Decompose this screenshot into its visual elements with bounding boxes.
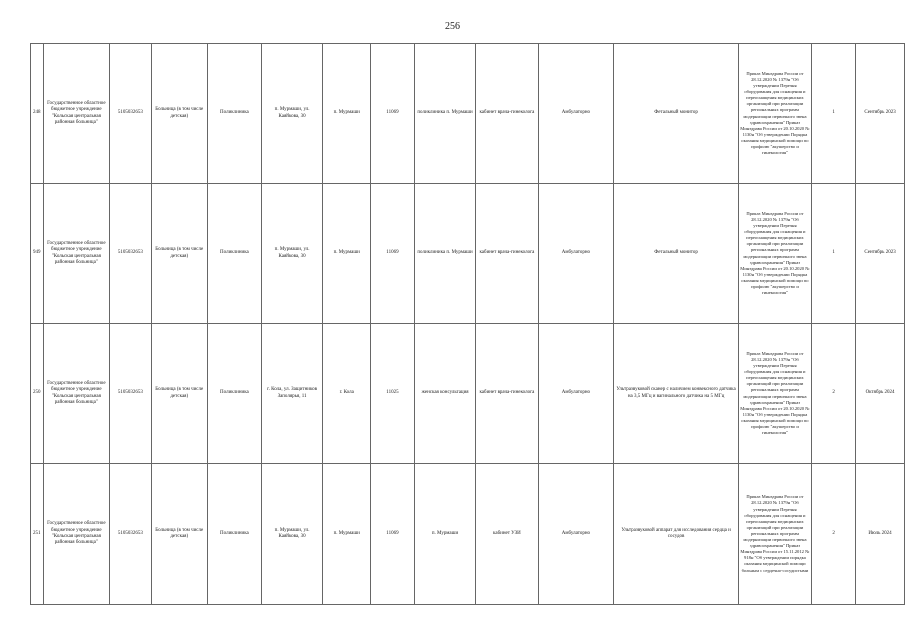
settlement: п. Мурмаши bbox=[414, 464, 476, 605]
organization-name: Государственное областное бюджетное учреждение "Кольская центральная районная больница" bbox=[43, 44, 110, 184]
locality-code: 11069 bbox=[371, 44, 415, 184]
regulation-order: Приказ Минздрава России от 28.12.2020 № 1379н "Об утверждении Перечня оборудования для оснащения и переоснащения медицинских организаций при реализации региональных программ модернизации первичного звена здравоохранения" Приказ Минздрава России от 20.10.2020 № 1130н "Об утверждении Порядка оказания медицинской помощи по профилю "акушерство и гинекология" bbox=[738, 324, 811, 464]
regulation-order: Приказ Минздрава России от 28.12.2020 № 1379н "Об утверждении Перечня оборудования для оснащения и переоснащения медицинских организаций при реализации региональных программ модернизации первичного звена здравоохранения" Приказ Минздрава России от 20.10.2020 № 1130н "Об утверждении Порядка оказания медицинской помощи по профилю "акушерство и гинекология" bbox=[738, 184, 811, 324]
locality-code: 11069 bbox=[371, 184, 415, 324]
page-number: 256 bbox=[445, 21, 460, 32]
delivery-date: Октябрь 2024 bbox=[856, 324, 905, 464]
care-form: Амбулаторно bbox=[538, 184, 614, 324]
facility-type: Больница (в том числе детская) bbox=[151, 184, 207, 324]
equipment-name: Ультразвуковой аппарат для исследования сердца и сосудов bbox=[614, 464, 739, 605]
cabinet: кабинет врача-гинеколога bbox=[476, 44, 538, 184]
unit-name: Поликлиника bbox=[207, 324, 261, 464]
inn-code: 5105032653 bbox=[110, 44, 151, 184]
row-number: 251 bbox=[31, 464, 44, 605]
cabinet: кабинет врача-гинеколога bbox=[476, 184, 538, 324]
facility-type: Больница (в том числе детская) bbox=[151, 44, 207, 184]
row-number: 248 bbox=[31, 44, 44, 184]
locality-code: 11025 bbox=[371, 324, 415, 464]
inn-code: 5105032653 bbox=[110, 464, 151, 605]
organization-name: Государственное областное бюджетное учреждение "Кольская центральная районная больница" bbox=[43, 184, 110, 324]
row-number: 949 bbox=[31, 184, 44, 324]
organization-name: Государственное областное бюджетное учреждение "Кольская центральная районная больница" bbox=[43, 464, 110, 605]
locality: г. Кола bbox=[323, 324, 371, 464]
locality: п. Мурмаши bbox=[323, 44, 371, 184]
facility-type: Больница (в том числе детская) bbox=[151, 464, 207, 605]
facility-type: Больница (в том числе детская) bbox=[151, 324, 207, 464]
address: г. Кола, ул. Защитников Заполярья, 11 bbox=[261, 324, 322, 464]
delivery-date: Сентябрь 2023 bbox=[856, 184, 905, 324]
care-form: Амбулаторно bbox=[538, 324, 614, 464]
equipment-name: Ультразвуковой сканер с наличием конвексного датчика на 3,5 МГц и вагинального датчика на 5 МГц bbox=[614, 324, 739, 464]
unit-name: Поликлиника bbox=[207, 44, 261, 184]
quantity: 2 bbox=[812, 464, 856, 605]
care-form: Амбулаторно bbox=[538, 44, 614, 184]
quantity: 1 bbox=[812, 184, 856, 324]
locality-code: 11069 bbox=[371, 464, 415, 605]
regulation-order: Приказ Минздрава России от 28.12.2020 № 1379н "Об утверждении Перечня оборудования для оснащения и переоснащения медицинских организаций при реализации региональных программ модернизации первичного звена здравоохранения" Приказ Минздрава России от 15.11.2012 № 918н "Об утверждении порядка оказания медицинской помощи больным с сердечно-сосудистыми bbox=[738, 464, 811, 605]
row-number: 250 bbox=[31, 324, 44, 464]
unit-name: Поликлиника bbox=[207, 184, 261, 324]
quantity: 2 bbox=[812, 324, 856, 464]
regulation-order: Приказ Минздрава России от 28.12.2020 № 1379н "Об утверждении Перечня оборудования для оснащения и переоснащения медицинских организаций при реализации региональных программ модернизации первичного звена здравоохранения" Приказ Минздрава России от 20.10.2020 № 1130н "Об утверждении Порядка оказания медицинской помощи по профилю "акушерство и гинекология" bbox=[738, 44, 811, 184]
delivery-date: Июль 2024 bbox=[856, 464, 905, 605]
equipment-name: Фетальный монитор bbox=[614, 44, 739, 184]
inn-code: 5105032653 bbox=[110, 184, 151, 324]
delivery-date: Сентябрь 2023 bbox=[856, 44, 905, 184]
table-row bbox=[31, 184, 905, 324]
table-row bbox=[31, 464, 905, 605]
equipment-name: Фетальный монитор bbox=[614, 184, 739, 324]
quantity: 1 bbox=[812, 44, 856, 184]
unit-name: Поликлиника bbox=[207, 464, 261, 605]
cabinet: кабинет УЗИ bbox=[476, 464, 538, 605]
address: п. Мурмаши, ул. Каяйкова, 30 bbox=[261, 44, 322, 184]
equipment-table bbox=[30, 43, 905, 605]
locality: п. Мурмаши bbox=[323, 184, 371, 324]
organization-name: Государственное областное бюджетное учреждение "Кольская центральная районная больница" bbox=[43, 324, 110, 464]
inn-code: 5105032653 bbox=[110, 324, 151, 464]
address: п. Мурмаши, ул. Каяйкова, 30 bbox=[261, 184, 322, 324]
settlement: поликлиника п. Мурмаши bbox=[414, 184, 476, 324]
care-form: Амбулаторно bbox=[538, 464, 614, 605]
address: п. Мурмаши, ул. Каяйкова, 30 bbox=[261, 464, 322, 605]
table-row bbox=[31, 324, 905, 464]
table-row bbox=[31, 44, 905, 184]
cabinet: кабинет врача-гинеколога bbox=[476, 324, 538, 464]
locality: п. Мурмаши bbox=[323, 464, 371, 605]
settlement: женская консультация bbox=[414, 324, 476, 464]
settlement: поликлиника п. Мурмаши bbox=[414, 44, 476, 184]
